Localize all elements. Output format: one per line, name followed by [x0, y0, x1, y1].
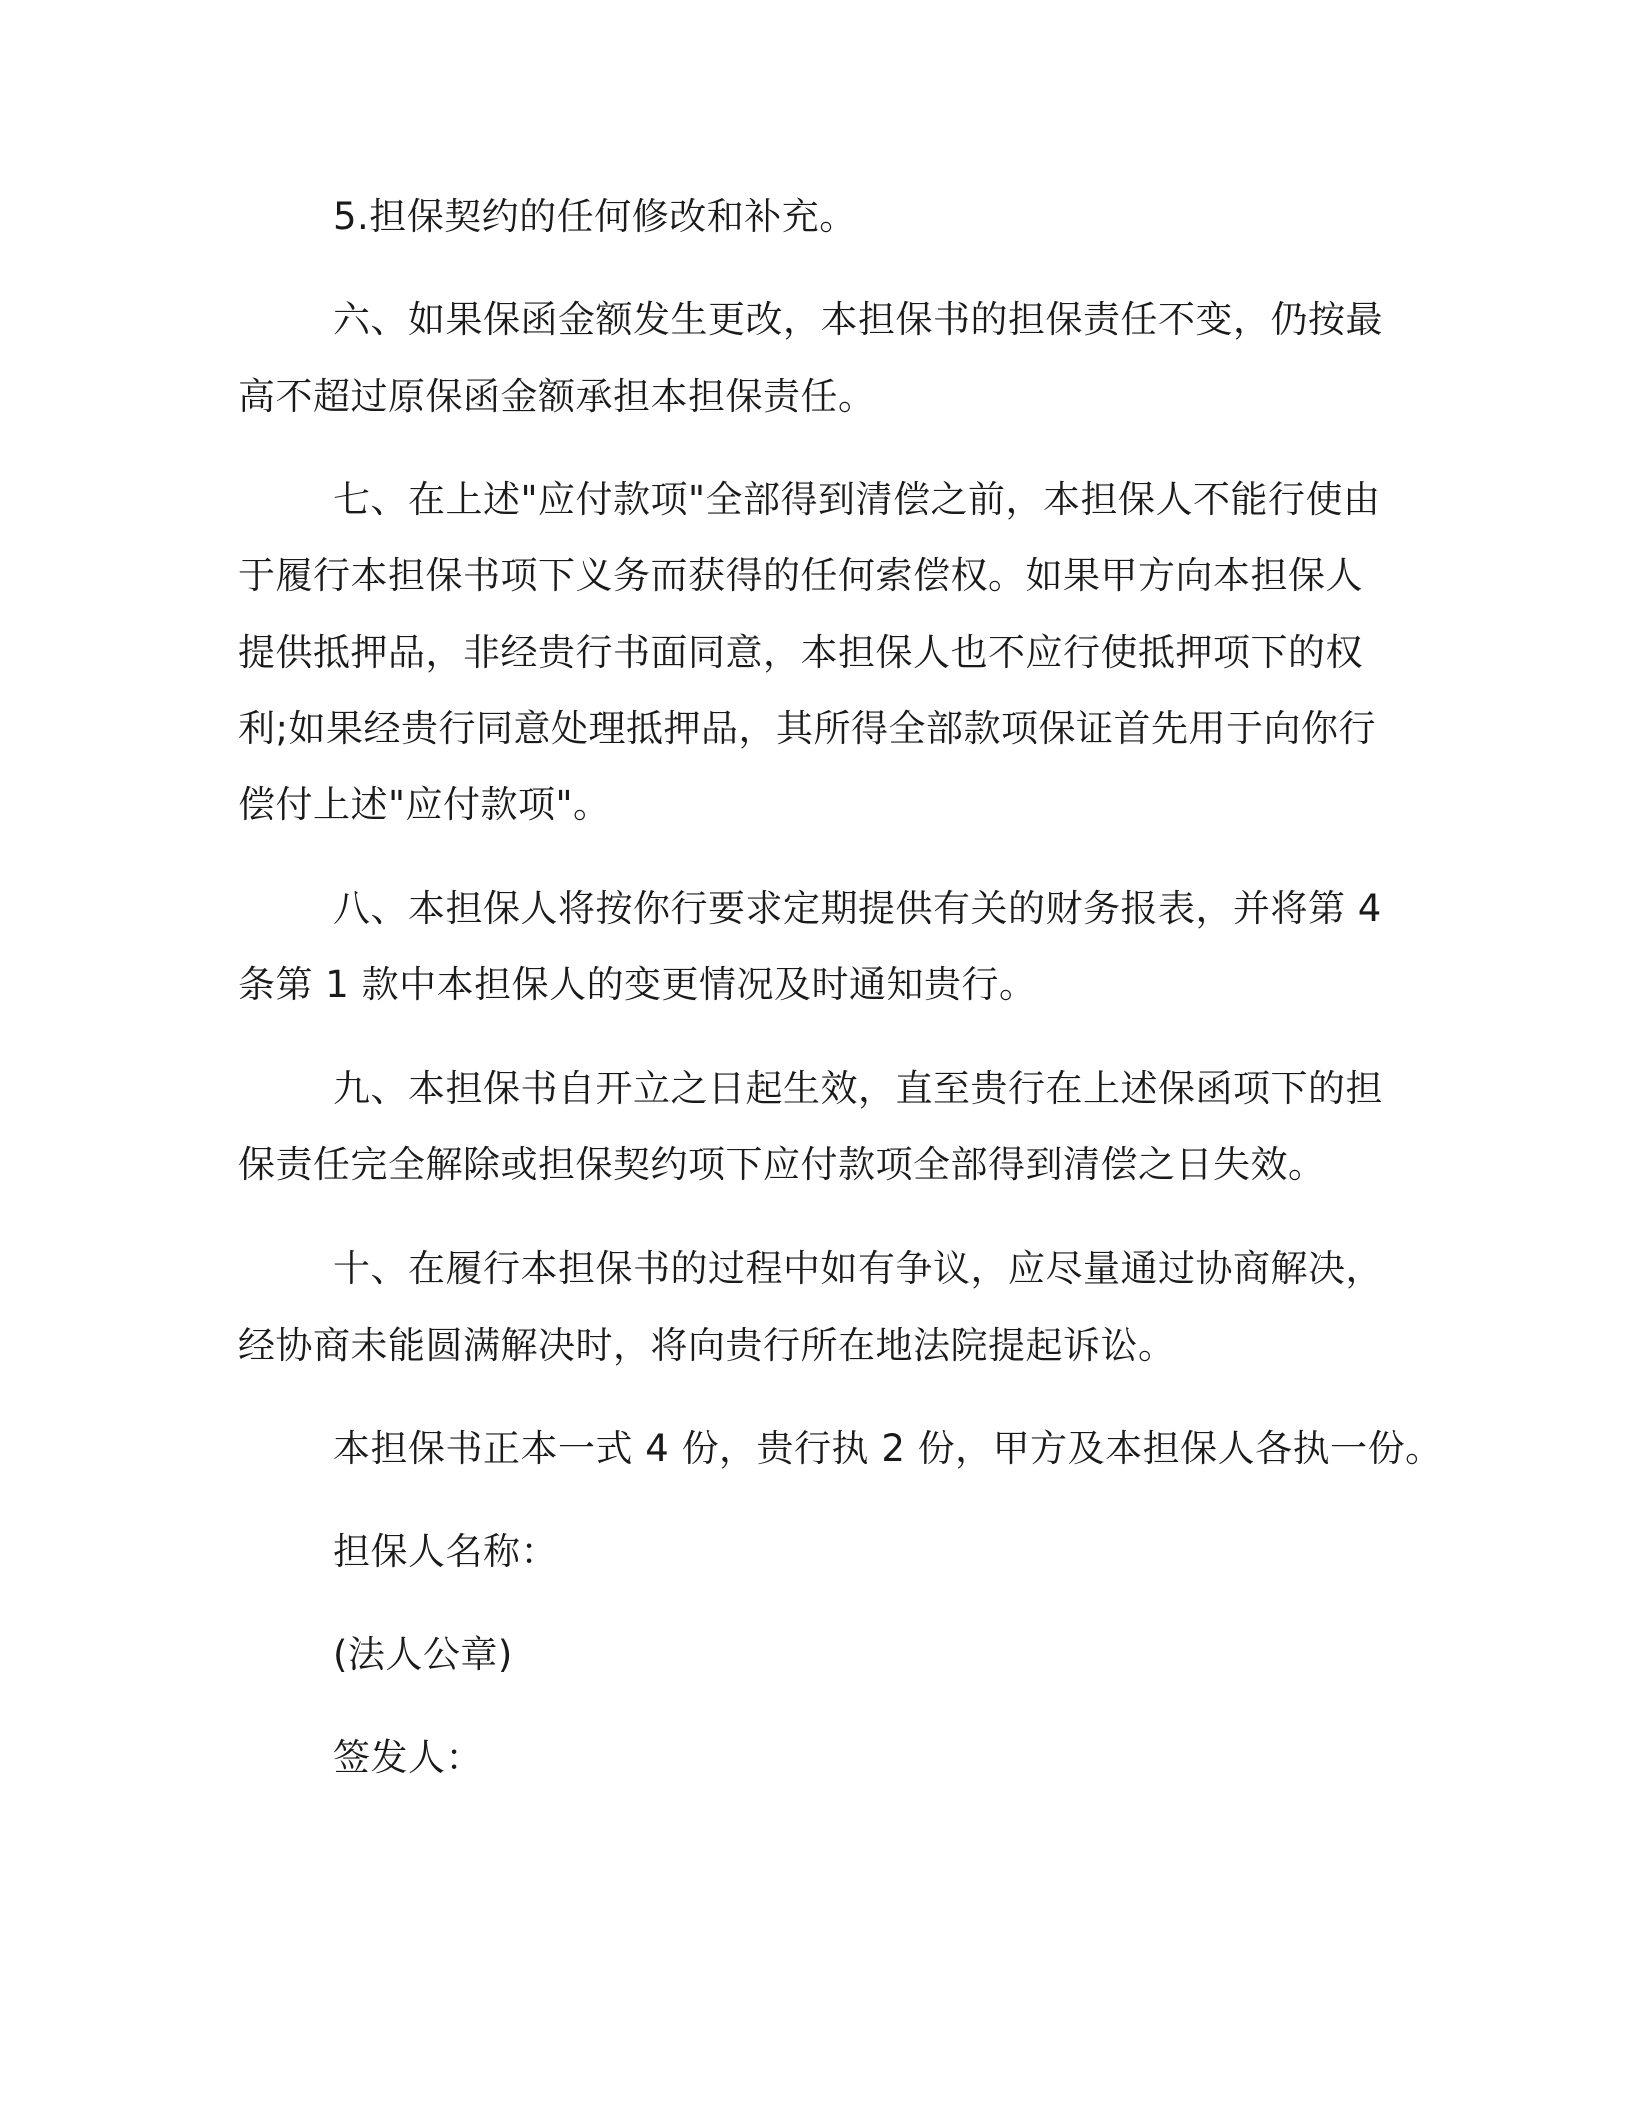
- clause-7-line-3: 提供抵押品，非经贵行书面同意，本担保人也不应行使抵押项下的权: [238, 631, 1363, 674]
- clause-7-line-2: 于履行本担保书项下义务而获得的任何索偿权。如果甲方向本担保人: [238, 554, 1363, 597]
- clause-5-text: 5.担保契约的任何修改和补充。: [333, 195, 857, 238]
- clause-10-line-1: 十、在履行本担保书的过程中如有争议，应尽量通过协商解决，: [333, 1247, 1383, 1290]
- corporate-seal-label: (法人公章): [333, 1633, 513, 1676]
- clause-6-line-2: 高不超过原保函金额承担本担保责任。: [238, 375, 876, 418]
- signatory-label: 签发人：: [333, 1736, 483, 1779]
- clause-8-line-2: 条第 1 款中本担保人的变更情况及时通知贵行。: [238, 963, 1037, 1006]
- copies-statement: 本担保书正本一式 4 份，贵行执 2 份，甲方及本担保人各执一份。: [333, 1427, 1443, 1470]
- clause-7-line-5: 偿付上述"应付款项"。: [238, 783, 611, 826]
- clause-7-line-1: 七、在上述"应付款项"全部得到清偿之前，本担保人不能行使由: [333, 478, 1381, 521]
- clause-6-line-1: 六、如果保函金额发生更改，本担保书的担保责任不变，仍按最: [333, 298, 1383, 341]
- guarantor-name-label: 担保人名称：: [333, 1530, 558, 1573]
- clause-9-line-1: 九、本担保书自开立之日起生效，直至贵行在上述保函项下的担: [333, 1067, 1383, 1110]
- clause-10-line-2: 经协商未能圆满解决时，将向贵行所在地法院提起诉讼。: [238, 1324, 1176, 1367]
- clause-9-line-2: 保责任完全解除或担保契约项下应付款项全部得到清偿之日失效。: [238, 1143, 1326, 1186]
- clause-7-line-4: 利;如果经贵行同意处理抵押品，其所得全部款项保证首先用于向你行: [238, 707, 1376, 750]
- clause-8-line-1: 八、本担保人将按你行要求定期提供有关的财务报表，并将第 4: [333, 887, 1382, 930]
